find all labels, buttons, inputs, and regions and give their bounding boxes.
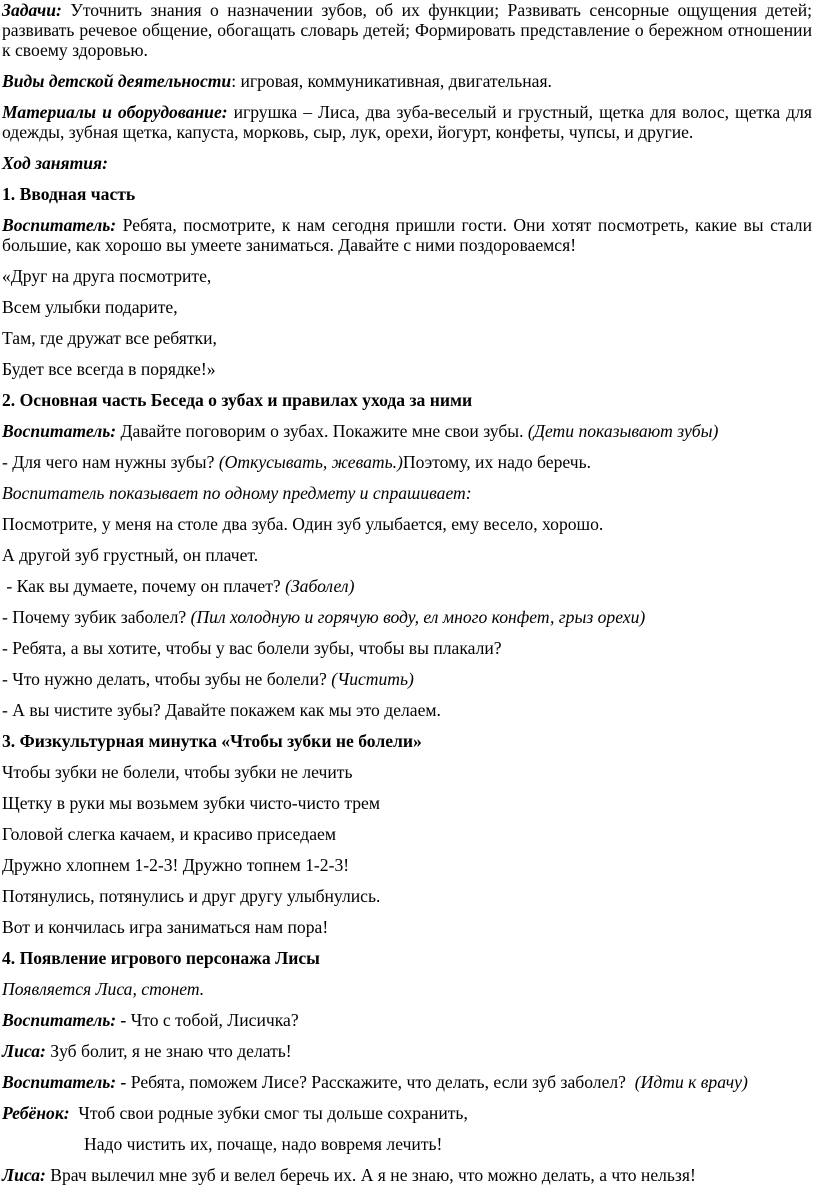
poem-line: Будет все всегда в порядке!» (2, 359, 216, 379)
activities-paragraph (2, 71, 812, 91)
fox-label: Лиса: (2, 1165, 46, 1185)
dialogue-text: - Что нужно делать, чтобы зубы не болели? (2, 669, 332, 689)
fox-label: Лиса: (2, 1041, 46, 1061)
dialogue-text: - Почему зубик заболел? (2, 607, 191, 627)
dialogue-line (2, 607, 812, 627)
dialogue-line (2, 669, 812, 689)
dialogue-line (2, 1041, 812, 1061)
dialogue-text: Ребята, поможем Лисе? Расскажите, что делать, если зуб заболел? (126, 1072, 635, 1092)
dialogue-line (2, 1103, 812, 1123)
materials-label: Материалы и оборудование: (2, 102, 228, 122)
exercise-line: Щетку в руки мы возьмем зубки чисто-чисто трем (2, 793, 380, 813)
goals-paragraph (2, 0, 812, 60)
dialogue-text: Врач вылечил мне зуб и велел беречь их. А я не знаю, что можно делать, а что нельзя! (45, 1165, 696, 1185)
dialogue-line (2, 421, 812, 441)
exercise-line: Потянулись, потянулись и друг другу улыбнулись. (2, 886, 381, 906)
child-label: Ребёнок: (2, 1103, 70, 1123)
dialogue-line: Посмотрите, у меня на столе два зуба. Один зуб улыбается, ему весело, хорошо. (2, 514, 604, 534)
stage-direction: Воспитатель показывает по одному предмету и спрашивает: (2, 483, 472, 503)
dialogue-line: - Ребята, а вы хотите, чтобы у вас болели зубы, чтобы вы плакали? (2, 638, 502, 658)
stage-note: (Дети показывают зубы) (527, 421, 719, 441)
dialogue-text: Что с тобой, Лисичка? (126, 1010, 299, 1030)
dialogue-continuation: Надо чистить их, почаще, надо вовремя лечить! (84, 1134, 443, 1154)
dialogue-line (2, 452, 812, 472)
dialogue-text: Чтоб свои родные зубки смог ты дольше сохранить, (69, 1103, 468, 1123)
stage-note: (Идти к врачу) (634, 1072, 748, 1092)
dialogue-line (2, 576, 812, 596)
stage-note: (Откусывать, жевать.) (218, 452, 403, 472)
dialogue-line: - А вы чистите зубы? Давайте покажем как мы это делаем. (2, 700, 441, 720)
stage-direction: Появляется Лиса, стонет. (2, 979, 205, 999)
goals-label: Задачи: (2, 0, 62, 20)
exercise-line: Чтобы зубки не болели, чтобы зубки не лечить (2, 762, 353, 782)
teacher-text: Ребята, посмотрите, к нам сегодня пришли гости. Они хотят посмотреть, какие вы стали большие, как хорошо вы умеете заниматься. Давайте с ними поздороваемся! (2, 215, 812, 255)
stage-note: (Пил холодную и горячую воду, ел много конфет, грыз орехи) (190, 607, 646, 627)
section1-heading: 1. Вводная часть (2, 184, 136, 204)
dialogue-text: Поэтому, их надо беречь. (402, 452, 592, 472)
dialogue-line: А другой зуб грустный, он плачет. (2, 545, 259, 565)
activities-text: : игровая, коммуникативная, двигательная. (231, 71, 552, 91)
teacher-label: Воспитатель: - (2, 1010, 127, 1030)
dialogue-line (2, 1072, 812, 1092)
section3-heading: 3. Физкультурная минутка «Чтобы зубки не болели» (2, 731, 422, 751)
poem-line: Всем улыбки подарите, (2, 297, 178, 317)
stage-note: (Заболел) (285, 576, 355, 596)
goals-text: Уточнить знания о назначении зубов, об их функции; Развивать сенсорные ощущения детей; развивать речевое общение, обогащать словарь детей; Формировать представление о бережном отношении к своему здоровью. (2, 0, 812, 60)
course-title: Ход занятия: (2, 153, 108, 173)
section4-heading: 4. Появление игрового персонажа Лисы (2, 948, 320, 968)
materials-paragraph (2, 102, 812, 142)
exercise-line: Дружно хлопнем 1-2-3! Дружно топнем 1-2-3! (2, 855, 350, 875)
teacher-label: Воспитатель: (2, 421, 117, 441)
teacher-label: Воспитатель: (2, 215, 117, 235)
dialogue-text: Давайте поговорим о зубах. Покажите мне свои зубы. (116, 421, 528, 441)
materials-text: игрушка – Лиса, два зуба-веселый и грустный, щетка для волос, щетка для одежды, зубная щетка, капуста, морковь, сыр, лук, орехи, йогурт, конфеты, чупсы, и другие. (2, 102, 812, 142)
exercise-line: Головой слегка качаем, и красиво приседаем (2, 824, 336, 844)
dialogue-line (2, 1165, 812, 1185)
dialogue-text: - Для чего нам нужны зубы? (2, 452, 219, 472)
section2-heading: 2. Основная часть Беседа о зубах и правилах ухода за ними (2, 390, 473, 410)
teacher-label: Воспитатель: - (2, 1072, 127, 1092)
dialogue-text: - Как вы думаете, почему он плачет? (2, 576, 286, 596)
poem-line: Там, где дружат все ребятки, (2, 328, 217, 348)
section1-teacher-paragraph (2, 215, 812, 255)
exercise-line: Вот и кончилась игра заниматься нам пора! (2, 917, 329, 937)
poem-line: «Друг на друга посмотрите, (2, 266, 212, 286)
dialogue-text: Зуб болит, я не знаю что делать! (45, 1041, 292, 1061)
activities-label: Виды детской деятельности (2, 71, 232, 91)
stage-note: (Чистить) (331, 669, 414, 689)
dialogue-line (2, 1010, 812, 1030)
